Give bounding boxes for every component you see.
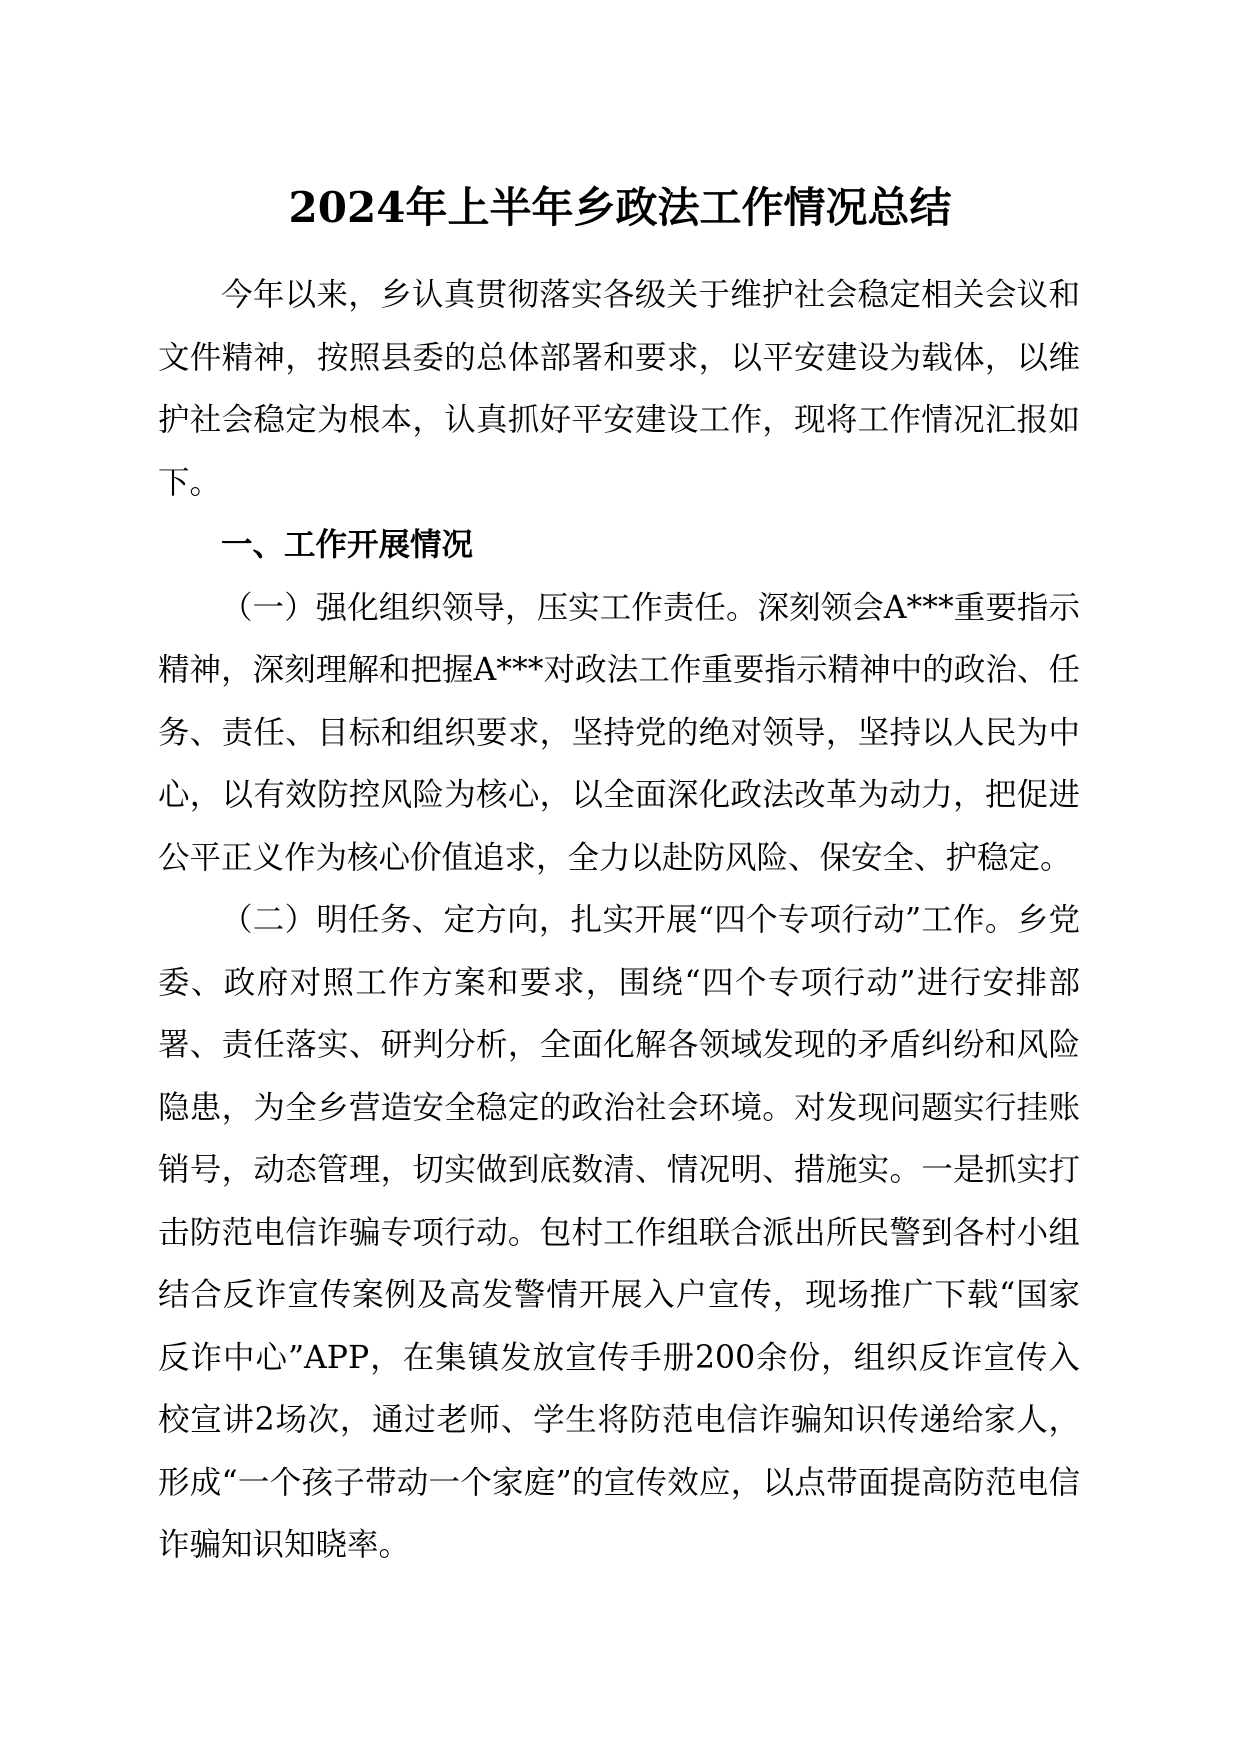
intro-paragraph: 今年以来，乡认真贯彻落实各级关于维护社会稳定相关会议和文件精神，按照县委的总体部署和要求，以平安建设为载体，以维护社会稳定为根本，认真抓好平安建设工作，现将工作情况汇报如下。 xyxy=(158,277,1080,501)
document-body xyxy=(158,264,1080,1577)
paragraph-2: （二）明任务、定方向，扎实开展“四个专项行动”工作。乡党委、政府对照工作方案和要求，围绕“四个专项行动”进行安排部署、责任落实、研判分析，全面化解各领域发现的矛盾纠纷和风险隐患，为全乡营造安全稳定的政治社会环境。对发现问题实行挂账销号，动态管理，切实做到底数清、情况明、措施实。一是抓实打击防范电信诈骗专项行动。包村工作组联合派出所民警到各村小组结合反诈宣传案例及高发警情开展入户宣传，现场推广下载“国家反诈中心”APP，在集镇发放宣传手册200余份，组织反诈宣传入校宣讲2场次，通过老师、学生将防范电信诈骗知识传递给家人，形成“一个孩子带动一个家庭”的宣传效应，以点带面提高防范电信诈骗知识知晓率。 xyxy=(158,902,1080,1563)
document-title: 2024年上半年乡政法工作情况总结 xyxy=(288,183,952,232)
section-heading: 一、工作开展情况 xyxy=(221,527,474,563)
paragraph-1: （一）强化组织领导，压实工作责任。深刻领会A***重要指示精神，深刻理解和把握A***对政法工作重要指示精神中的政治、任务、责任、目标和组织要求，坚持党的绝对领导，坚持以人民为中心，以有效防控风险为核心，以全面深化政法改革为动力，把促进公平正义作为核心价值追求，全力以赴防风险、保安全、护稳定。 xyxy=(158,589,1080,876)
